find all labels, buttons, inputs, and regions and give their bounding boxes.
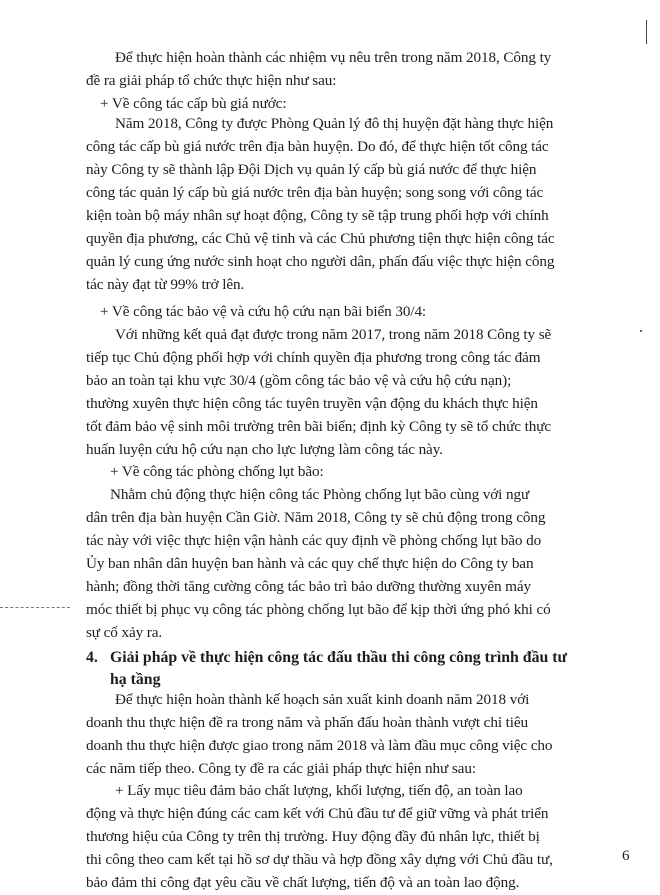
page-number: 6 bbox=[622, 848, 630, 864]
text-line: Nhằm chủ động thực hiện công tác Phòng chống lụt bão cùng với ngư bbox=[110, 486, 530, 503]
text-line: thương hiệu của Công ty trên thị trường. Huy động đầy đủ nhân lực, thiết bị bbox=[86, 828, 540, 845]
text-line: Với những kết quả đạt được trong năm 2017, trong năm 2018 Công ty sẽ bbox=[115, 326, 552, 343]
text-line: bảo an toàn tại khu vực 30/4 (gồm công tác bảo vệ và cứu hộ cứu nạn); bbox=[86, 372, 512, 389]
text-line: kiện toàn bộ máy nhân sự hoạt động, Công ty sẽ tập trung phối hợp với chính bbox=[86, 207, 549, 224]
text-line: tiếp tục Chủ động phối hợp với chính quyền địa phương trong công tác đảm bbox=[86, 349, 541, 366]
scan-artifact-mark bbox=[646, 20, 647, 44]
scan-artifact-line bbox=[0, 607, 70, 608]
text-line: sự cố xảy ra. bbox=[86, 624, 163, 641]
text-line: + Lấy mục tiêu đảm bảo chất lượng, khối lượng, tiến độ, an toàn lao bbox=[115, 782, 523, 799]
text-line: huấn luyện cứu hộ cứu nạn cho lực lượng làm công tác này. bbox=[86, 441, 443, 458]
text-line: động và thực hiện đúng các cam kết với Chủ đầu tư để giữ vững và phát triển bbox=[86, 805, 549, 822]
subsection-heading: + Về công tác phòng chống lụt bão: bbox=[110, 463, 324, 480]
subsection-heading: + Về công tác bảo vệ và cứu hộ cứu nạn bãi biển 30/4: bbox=[100, 303, 427, 320]
text-line: tốt đảm bảo vệ sinh môi trường trên bãi biển; định kỳ Công ty sẽ tổ chức thực bbox=[86, 418, 551, 435]
text-line: dân trên địa bàn huyện Cần Giờ. Năm 2018, Công ty sẽ chủ động trong công bbox=[86, 509, 546, 526]
text-line: móc thiết bị phục vụ công tác phòng chống lụt bão để kịp thời ứng phó khi có bbox=[86, 601, 551, 618]
text-line: tác này với việc thực hiện vận hành các quy định về phòng chống lụt bão do bbox=[86, 532, 542, 549]
text-line: này Công ty sẽ thành lập Đội Dịch vụ quản lý cấp bù giá nước để thực hiện bbox=[86, 161, 537, 178]
text-line: tác này đạt từ 99% trở lên. bbox=[86, 276, 245, 293]
text-line: thi công theo cam kết tại hồ sơ dự thầu và hợp đồng xây dựng với Chủ đầu tư, bbox=[86, 851, 553, 868]
text-line: Để thực hiện hoàn thành các nhiệm vụ nêu trên trong năm 2018, Công ty bbox=[115, 49, 552, 66]
section-heading-continued: hạ tầng bbox=[110, 671, 161, 688]
scan-speck bbox=[640, 330, 642, 332]
text-line: Ủy ban nhân dân huyện ban hành và các quy chế thực hiện do Công ty ban bbox=[86, 555, 534, 572]
subsection-heading: + Về công tác cấp bù giá nước: bbox=[100, 95, 287, 112]
text-line: Để thực hiện hoàn thành kế hoạch sản xuất kinh doanh năm 2018 với bbox=[115, 691, 530, 708]
section-number: 4. bbox=[86, 649, 98, 666]
text-line: công tác cấp bù giá nước trên địa bàn huyện. Do đó, để thực hiện tốt công tác bbox=[86, 138, 549, 155]
text-line: quyền địa phương, các Chủ vệ tinh và các Chủ phương tiện thực hiện công tác bbox=[86, 230, 555, 247]
text-line: đề ra giải pháp tổ chức thực hiện như sau: bbox=[86, 72, 337, 89]
text-line: quản lý cung ứng nước sinh hoạt cho người dân, phấn đấu việc thực hiện công bbox=[86, 253, 555, 270]
text-line: công tác quản lý cấp bù giá nước trên địa bàn huyện; song song với công tác bbox=[86, 184, 544, 201]
text-line: hành; đồng thời tăng cường công tác bảo trì bảo dưỡng thường xuyên máy bbox=[86, 578, 532, 595]
text-line: thường xuyên thực hiện công tác tuyên truyền vận động du khách thực hiện bbox=[86, 395, 538, 412]
text-line: các năm tiếp theo. Công ty đề ra các giải pháp thực hiện như sau: bbox=[86, 760, 476, 777]
section-heading: Giải pháp về thực hiện công tác đấu thầu thi công công trình đầu tư bbox=[110, 649, 567, 666]
text-line: doanh thu thực hiện được giao trong năm 2018 và làm đầu mục công việc cho bbox=[86, 737, 553, 754]
text-line: Năm 2018, Công ty được Phòng Quản lý đô thị huyện đặt hàng thực hiện bbox=[115, 115, 554, 132]
text-line: bảo đảm thi công đạt yêu cầu về chất lượng, tiến độ và an toàn lao động. bbox=[86, 874, 520, 891]
text-line: doanh thu thực hiện đề ra trong năm và phấn đấu hoàn thành vượt chỉ tiêu bbox=[86, 714, 529, 731]
